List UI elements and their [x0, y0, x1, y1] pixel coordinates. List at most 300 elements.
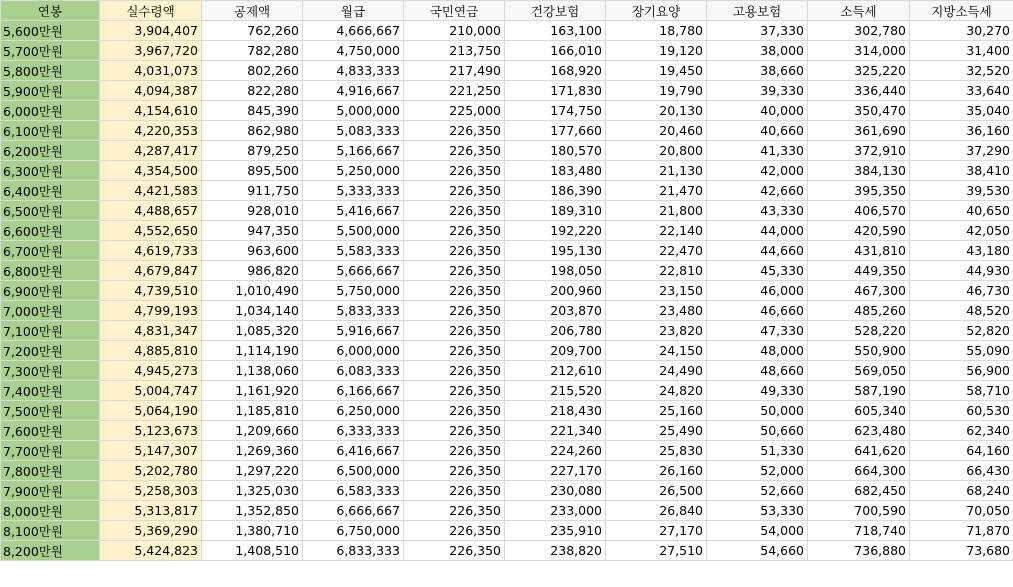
- table-row: [1, 421, 1013, 441]
- cell-employment-insurance[interactable]: 47,330: [707, 321, 808, 341]
- cell-local-income-tax[interactable]: 62,340: [910, 421, 1013, 441]
- header-net-pay[interactable]: 실수령액: [100, 1, 202, 21]
- cell-employment-insurance[interactable]: 49,330: [707, 381, 808, 401]
- cell-national-pension[interactable]: 226,350: [404, 421, 505, 441]
- cell-monthly-salary[interactable]: 6,000,000: [303, 341, 404, 361]
- cell-health-insurance[interactable]: 174,750: [505, 101, 606, 121]
- cell-employment-insurance[interactable]: 43,330: [707, 201, 808, 221]
- cell-national-pension[interactable]: 226,350: [404, 441, 505, 461]
- cell-employment-insurance[interactable]: 44,000: [707, 221, 808, 241]
- header-deductions[interactable]: 공제액: [202, 1, 303, 21]
- cell-income-tax[interactable]: 467,300: [808, 281, 910, 301]
- cell-net-pay[interactable]: 5,369,290: [100, 521, 202, 541]
- cell-annual-salary[interactable]: 7,900만원: [1, 481, 100, 501]
- cell-long-term-care[interactable]: 20,800: [606, 141, 707, 161]
- cell-net-pay[interactable]: 3,967,720: [100, 41, 202, 61]
- cell-national-pension[interactable]: 226,350: [404, 181, 505, 201]
- cell-long-term-care[interactable]: 22,470: [606, 241, 707, 261]
- cell-annual-salary[interactable]: 8,100만원: [1, 521, 100, 541]
- table-row: [1, 481, 1013, 501]
- cell-net-pay[interactable]: 3,904,407: [100, 21, 202, 41]
- table-row: [1, 501, 1013, 521]
- cell-net-pay[interactable]: 4,154,610: [100, 101, 202, 121]
- cell-employment-insurance[interactable]: 48,000: [707, 341, 808, 361]
- cell-monthly-salary[interactable]: 6,416,667: [303, 441, 404, 461]
- cell-health-insurance[interactable]: 206,780: [505, 321, 606, 341]
- cell-national-pension[interactable]: 226,350: [404, 301, 505, 321]
- cell-health-insurance[interactable]: 218,430: [505, 401, 606, 421]
- cell-monthly-salary[interactable]: 4,750,000: [303, 41, 404, 61]
- cell-income-tax[interactable]: 361,690: [808, 121, 910, 141]
- cell-employment-insurance[interactable]: 54,660: [707, 541, 808, 561]
- cell-income-tax[interactable]: 325,220: [808, 61, 910, 81]
- cell-health-insurance[interactable]: 209,700: [505, 341, 606, 361]
- cell-income-tax[interactable]: 449,350: [808, 261, 910, 281]
- cell-monthly-salary[interactable]: 6,833,333: [303, 541, 404, 561]
- cell-net-pay[interactable]: 5,424,823: [100, 541, 202, 561]
- cell-employment-insurance[interactable]: 37,330: [707, 21, 808, 41]
- cell-national-pension[interactable]: 226,350: [404, 461, 505, 481]
- cell-health-insurance[interactable]: 177,660: [505, 121, 606, 141]
- cell-national-pension[interactable]: 213,750: [404, 41, 505, 61]
- cell-income-tax[interactable]: 372,910: [808, 141, 910, 161]
- cell-net-pay[interactable]: 4,945,273: [100, 361, 202, 381]
- table-row: [1, 321, 1013, 341]
- cell-local-income-tax[interactable]: 40,650: [910, 201, 1013, 221]
- cell-monthly-salary[interactable]: 6,666,667: [303, 501, 404, 521]
- cell-national-pension[interactable]: 210,000: [404, 21, 505, 41]
- cell-deductions[interactable]: 1,380,710: [202, 521, 303, 541]
- cell-health-insurance[interactable]: 212,610: [505, 361, 606, 381]
- cell-health-insurance[interactable]: 198,050: [505, 261, 606, 281]
- cell-deductions[interactable]: 1,034,140: [202, 301, 303, 321]
- cell-local-income-tax[interactable]: 42,050: [910, 221, 1013, 241]
- cell-deductions[interactable]: 947,350: [202, 221, 303, 241]
- cell-annual-salary[interactable]: 7,700만원: [1, 441, 100, 461]
- cell-employment-insurance[interactable]: 44,660: [707, 241, 808, 261]
- cell-income-tax[interactable]: 718,740: [808, 521, 910, 541]
- cell-net-pay[interactable]: 4,421,583: [100, 181, 202, 201]
- cell-long-term-care[interactable]: 20,460: [606, 121, 707, 141]
- table-body: [1, 21, 1013, 561]
- cell-health-insurance[interactable]: 233,000: [505, 501, 606, 521]
- cell-income-tax[interactable]: 302,780: [808, 21, 910, 41]
- cell-national-pension[interactable]: 226,350: [404, 361, 505, 381]
- cell-local-income-tax[interactable]: 71,870: [910, 521, 1013, 541]
- cell-national-pension[interactable]: 226,350: [404, 241, 505, 261]
- cell-local-income-tax[interactable]: 60,530: [910, 401, 1013, 421]
- cell-net-pay[interactable]: 4,031,073: [100, 61, 202, 81]
- table-row: [1, 81, 1013, 101]
- cell-monthly-salary[interactable]: 5,416,667: [303, 201, 404, 221]
- cell-local-income-tax[interactable]: 58,710: [910, 381, 1013, 401]
- cell-national-pension[interactable]: 226,350: [404, 541, 505, 561]
- cell-monthly-salary[interactable]: 5,750,000: [303, 281, 404, 301]
- cell-long-term-care[interactable]: 23,480: [606, 301, 707, 321]
- cell-long-term-care[interactable]: 26,500: [606, 481, 707, 501]
- cell-national-pension[interactable]: 221,250: [404, 81, 505, 101]
- cell-net-pay[interactable]: 4,094,387: [100, 81, 202, 101]
- cell-net-pay[interactable]: 5,313,817: [100, 501, 202, 521]
- cell-local-income-tax[interactable]: 55,090: [910, 341, 1013, 361]
- cell-health-insurance[interactable]: 168,920: [505, 61, 606, 81]
- cell-national-pension[interactable]: 226,350: [404, 121, 505, 141]
- cell-deductions[interactable]: 1,325,030: [202, 481, 303, 501]
- cell-employment-insurance[interactable]: 54,000: [707, 521, 808, 541]
- cell-monthly-salary[interactable]: 6,166,667: [303, 381, 404, 401]
- cell-income-tax[interactable]: 350,470: [808, 101, 910, 121]
- cell-net-pay[interactable]: 5,064,190: [100, 401, 202, 421]
- cell-income-tax[interactable]: 700,590: [808, 501, 910, 521]
- cell-deductions[interactable]: 1,408,510: [202, 541, 303, 561]
- cell-local-income-tax[interactable]: 30,270: [910, 21, 1013, 41]
- table-row: [1, 281, 1013, 301]
- cell-local-income-tax[interactable]: 64,160: [910, 441, 1013, 461]
- cell-employment-insurance[interactable]: 40,000: [707, 101, 808, 121]
- cell-local-income-tax[interactable]: 66,430: [910, 461, 1013, 481]
- cell-deductions[interactable]: 1,185,810: [202, 401, 303, 421]
- cell-employment-insurance[interactable]: 46,000: [707, 281, 808, 301]
- cell-long-term-care[interactable]: 25,830: [606, 441, 707, 461]
- cell-health-insurance[interactable]: 215,520: [505, 381, 606, 401]
- header-local-income-tax[interactable]: 지방소득세: [910, 1, 1013, 21]
- cell-long-term-care[interactable]: 26,840: [606, 501, 707, 521]
- cell-net-pay[interactable]: 4,885,810: [100, 341, 202, 361]
- header-income-tax[interactable]: 소득세: [808, 1, 910, 21]
- cell-national-pension[interactable]: 226,350: [404, 521, 505, 541]
- cell-monthly-salary[interactable]: 4,833,333: [303, 61, 404, 81]
- cell-income-tax[interactable]: 336,440: [808, 81, 910, 101]
- table-row: [1, 41, 1013, 61]
- cell-monthly-salary[interactable]: 6,333,333: [303, 421, 404, 441]
- cell-deductions[interactable]: 1,161,920: [202, 381, 303, 401]
- header-national-pension[interactable]: 국민연금: [404, 1, 505, 21]
- cell-monthly-salary[interactable]: 5,666,667: [303, 261, 404, 281]
- cell-long-term-care[interactable]: 27,170: [606, 521, 707, 541]
- cell-income-tax[interactable]: 431,810: [808, 241, 910, 261]
- cell-health-insurance[interactable]: 171,830: [505, 81, 606, 101]
- table-row: [1, 121, 1013, 141]
- cell-net-pay[interactable]: 5,147,307: [100, 441, 202, 461]
- cell-monthly-salary[interactable]: 5,166,667: [303, 141, 404, 161]
- cell-deductions[interactable]: 911,750: [202, 181, 303, 201]
- cell-income-tax[interactable]: 384,130: [808, 161, 910, 181]
- cell-employment-insurance[interactable]: 48,660: [707, 361, 808, 381]
- cell-national-pension[interactable]: 226,350: [404, 401, 505, 421]
- cell-annual-salary[interactable]: 7,400만원: [1, 381, 100, 401]
- cell-annual-salary[interactable]: 7,300만원: [1, 361, 100, 381]
- cell-annual-salary[interactable]: 6,800만원: [1, 261, 100, 281]
- cell-national-pension[interactable]: 226,350: [404, 141, 505, 161]
- cell-deductions[interactable]: 1,352,850: [202, 501, 303, 521]
- cell-local-income-tax[interactable]: 31,400: [910, 41, 1013, 61]
- cell-income-tax[interactable]: 605,340: [808, 401, 910, 421]
- cell-monthly-salary[interactable]: 5,500,000: [303, 221, 404, 241]
- cell-monthly-salary[interactable]: 5,583,333: [303, 241, 404, 261]
- cell-local-income-tax[interactable]: 32,520: [910, 61, 1013, 81]
- table-row: [1, 141, 1013, 161]
- cell-deductions[interactable]: 782,280: [202, 41, 303, 61]
- cell-annual-salary[interactable]: 7,600만원: [1, 421, 100, 441]
- cell-deductions[interactable]: 1,114,190: [202, 341, 303, 361]
- header-monthly-salary[interactable]: 월급: [303, 1, 404, 21]
- cell-income-tax[interactable]: 682,450: [808, 481, 910, 501]
- cell-income-tax[interactable]: 314,000: [808, 41, 910, 61]
- table-row: [1, 61, 1013, 81]
- cell-employment-insurance[interactable]: 42,000: [707, 161, 808, 181]
- cell-employment-insurance[interactable]: 46,660: [707, 301, 808, 321]
- cell-annual-salary[interactable]: 7,800만원: [1, 461, 100, 481]
- cell-deductions[interactable]: 879,250: [202, 141, 303, 161]
- cell-deductions[interactable]: 1,085,320: [202, 321, 303, 341]
- cell-employment-insurance[interactable]: 52,660: [707, 481, 808, 501]
- cell-income-tax[interactable]: 550,900: [808, 341, 910, 361]
- cell-health-insurance[interactable]: 235,910: [505, 521, 606, 541]
- cell-employment-insurance[interactable]: 39,330: [707, 81, 808, 101]
- cell-local-income-tax[interactable]: 56,900: [910, 361, 1013, 381]
- cell-monthly-salary[interactable]: 6,083,333: [303, 361, 404, 381]
- cell-national-pension[interactable]: 226,350: [404, 281, 505, 301]
- cell-annual-salary[interactable]: 6,900만원: [1, 281, 100, 301]
- cell-monthly-salary[interactable]: 5,333,333: [303, 181, 404, 201]
- cell-net-pay[interactable]: 4,354,500: [100, 161, 202, 181]
- cell-national-pension[interactable]: 226,350: [404, 381, 505, 401]
- cell-annual-salary[interactable]: 6,100만원: [1, 121, 100, 141]
- cell-annual-salary[interactable]: 7,100만원: [1, 321, 100, 341]
- cell-local-income-tax[interactable]: 52,820: [910, 321, 1013, 341]
- cell-employment-insurance[interactable]: 52,000: [707, 461, 808, 481]
- cell-monthly-salary[interactable]: 6,750,000: [303, 521, 404, 541]
- cell-deductions[interactable]: 1,138,060: [202, 361, 303, 381]
- cell-employment-insurance[interactable]: 51,330: [707, 441, 808, 461]
- cell-health-insurance[interactable]: 221,340: [505, 421, 606, 441]
- cell-long-term-care[interactable]: 19,450: [606, 61, 707, 81]
- cell-health-insurance[interactable]: 230,080: [505, 481, 606, 501]
- cell-net-pay[interactable]: 4,799,193: [100, 301, 202, 321]
- cell-employment-insurance[interactable]: 45,330: [707, 261, 808, 281]
- cell-monthly-salary[interactable]: 5,833,333: [303, 301, 404, 321]
- cell-long-term-care[interactable]: 19,790: [606, 81, 707, 101]
- cell-long-term-care[interactable]: 21,130: [606, 161, 707, 181]
- cell-national-pension[interactable]: 226,350: [404, 201, 505, 221]
- cell-annual-salary[interactable]: 8,000만원: [1, 501, 100, 521]
- cell-health-insurance[interactable]: 203,870: [505, 301, 606, 321]
- cell-health-insurance[interactable]: 227,170: [505, 461, 606, 481]
- cell-long-term-care[interactable]: 27,510: [606, 541, 707, 561]
- cell-deductions[interactable]: 802,260: [202, 61, 303, 81]
- cell-employment-insurance[interactable]: 50,000: [707, 401, 808, 421]
- table-row: [1, 161, 1013, 181]
- cell-employment-insurance[interactable]: 53,330: [707, 501, 808, 521]
- cell-health-insurance[interactable]: 183,480: [505, 161, 606, 181]
- cell-national-pension[interactable]: 226,350: [404, 261, 505, 281]
- cell-local-income-tax[interactable]: 35,040: [910, 101, 1013, 121]
- cell-health-insurance[interactable]: 238,820: [505, 541, 606, 561]
- cell-long-term-care[interactable]: 21,470: [606, 181, 707, 201]
- cell-health-insurance[interactable]: 163,100: [505, 21, 606, 41]
- cell-net-pay[interactable]: 5,202,780: [100, 461, 202, 481]
- cell-local-income-tax[interactable]: 48,520: [910, 301, 1013, 321]
- cell-health-insurance[interactable]: 180,570: [505, 141, 606, 161]
- cell-health-insurance[interactable]: 189,310: [505, 201, 606, 221]
- cell-monthly-salary[interactable]: 5,250,000: [303, 161, 404, 181]
- cell-deductions[interactable]: 822,280: [202, 81, 303, 101]
- cell-income-tax[interactable]: 736,880: [808, 541, 910, 561]
- cell-local-income-tax[interactable]: 36,160: [910, 121, 1013, 141]
- cell-income-tax[interactable]: 623,480: [808, 421, 910, 441]
- header-employment-insurance[interactable]: 고용보험: [707, 1, 808, 21]
- cell-monthly-salary[interactable]: 4,916,667: [303, 81, 404, 101]
- table-row: [1, 241, 1013, 261]
- table-row: [1, 441, 1013, 461]
- cell-net-pay[interactable]: 4,552,650: [100, 221, 202, 241]
- header-row: [1, 1, 1013, 21]
- cell-health-insurance[interactable]: 186,390: [505, 181, 606, 201]
- cell-long-term-care[interactable]: 18,780: [606, 21, 707, 41]
- cell-local-income-tax[interactable]: 46,730: [910, 281, 1013, 301]
- cell-annual-salary[interactable]: 6,700만원: [1, 241, 100, 261]
- cell-long-term-care[interactable]: 22,810: [606, 261, 707, 281]
- cell-deductions[interactable]: 1,297,220: [202, 461, 303, 481]
- cell-national-pension[interactable]: 226,350: [404, 501, 505, 521]
- cell-national-pension[interactable]: 226,350: [404, 341, 505, 361]
- cell-national-pension[interactable]: 217,490: [404, 61, 505, 81]
- cell-deductions[interactable]: 963,600: [202, 241, 303, 261]
- cell-deductions[interactable]: 762,260: [202, 21, 303, 41]
- header-annual-salary[interactable]: 연봉: [1, 1, 100, 21]
- cell-local-income-tax[interactable]: 39,530: [910, 181, 1013, 201]
- table-row: [1, 461, 1013, 481]
- cell-long-term-care[interactable]: 20,130: [606, 101, 707, 121]
- cell-national-pension[interactable]: 226,350: [404, 221, 505, 241]
- cell-deductions[interactable]: 1,269,360: [202, 441, 303, 461]
- cell-long-term-care[interactable]: 22,140: [606, 221, 707, 241]
- cell-local-income-tax[interactable]: 70,050: [910, 501, 1013, 521]
- cell-income-tax[interactable]: 420,590: [808, 221, 910, 241]
- cell-health-insurance[interactable]: 200,960: [505, 281, 606, 301]
- cell-income-tax[interactable]: 485,260: [808, 301, 910, 321]
- cell-health-insurance[interactable]: 166,010: [505, 41, 606, 61]
- cell-annual-salary[interactable]: 6,400만원: [1, 181, 100, 201]
- cell-net-pay[interactable]: 5,258,303: [100, 481, 202, 501]
- cell-local-income-tax[interactable]: 33,640: [910, 81, 1013, 101]
- table-row: [1, 541, 1013, 561]
- cell-annual-salary[interactable]: 7,500만원: [1, 401, 100, 421]
- cell-health-insurance[interactable]: 192,220: [505, 221, 606, 241]
- cell-national-pension[interactable]: 226,350: [404, 481, 505, 501]
- cell-annual-salary[interactable]: 7,200만원: [1, 341, 100, 361]
- cell-deductions[interactable]: 986,820: [202, 261, 303, 281]
- cell-income-tax[interactable]: 641,620: [808, 441, 910, 461]
- cell-monthly-salary[interactable]: 4,666,667: [303, 21, 404, 41]
- cell-local-income-tax[interactable]: 43,180: [910, 241, 1013, 261]
- cell-deductions[interactable]: 928,010: [202, 201, 303, 221]
- cell-deductions[interactable]: 845,390: [202, 101, 303, 121]
- cell-annual-salary[interactable]: 6,000만원: [1, 101, 100, 121]
- cell-employment-insurance[interactable]: 40,660: [707, 121, 808, 141]
- cell-net-pay[interactable]: 4,739,510: [100, 281, 202, 301]
- cell-monthly-salary[interactable]: 6,583,333: [303, 481, 404, 501]
- cell-local-income-tax[interactable]: 68,240: [910, 481, 1013, 501]
- cell-employment-insurance[interactable]: 38,000: [707, 41, 808, 61]
- header-long-term-care[interactable]: 장기요양: [606, 1, 707, 21]
- cell-net-pay[interactable]: 4,287,417: [100, 141, 202, 161]
- table-row: [1, 201, 1013, 221]
- cell-net-pay[interactable]: 5,004,747: [100, 381, 202, 401]
- cell-long-term-care[interactable]: 21,800: [606, 201, 707, 221]
- cell-employment-insurance[interactable]: 50,660: [707, 421, 808, 441]
- cell-net-pay[interactable]: 4,220,353: [100, 121, 202, 141]
- cell-net-pay[interactable]: 4,488,657: [100, 201, 202, 221]
- cell-long-term-care[interactable]: 24,490: [606, 361, 707, 381]
- cell-national-pension[interactable]: 225,000: [404, 101, 505, 121]
- cell-income-tax[interactable]: 528,220: [808, 321, 910, 341]
- cell-employment-insurance[interactable]: 42,660: [707, 181, 808, 201]
- cell-annual-salary[interactable]: 7,000만원: [1, 301, 100, 321]
- cell-long-term-care[interactable]: 23,150: [606, 281, 707, 301]
- cell-deductions[interactable]: 862,980: [202, 121, 303, 141]
- cell-income-tax[interactable]: 664,300: [808, 461, 910, 481]
- cell-national-pension[interactable]: 226,350: [404, 161, 505, 181]
- cell-net-pay[interactable]: 4,679,847: [100, 261, 202, 281]
- cell-annual-salary[interactable]: 6,600만원: [1, 221, 100, 241]
- table-row: [1, 101, 1013, 121]
- cell-income-tax[interactable]: 395,350: [808, 181, 910, 201]
- cell-deductions[interactable]: 895,500: [202, 161, 303, 181]
- cell-deductions[interactable]: 1,209,660: [202, 421, 303, 441]
- cell-monthly-salary[interactable]: 6,250,000: [303, 401, 404, 421]
- cell-national-pension[interactable]: 226,350: [404, 321, 505, 341]
- cell-net-pay[interactable]: 4,619,733: [100, 241, 202, 261]
- cell-annual-salary[interactable]: 5,800만원: [1, 61, 100, 81]
- cell-annual-salary[interactable]: 8,200만원: [1, 541, 100, 561]
- cell-annual-salary[interactable]: 6,300만원: [1, 161, 100, 181]
- cell-long-term-care[interactable]: 25,490: [606, 421, 707, 441]
- cell-monthly-salary[interactable]: 5,000,000: [303, 101, 404, 121]
- cell-long-term-care[interactable]: 19,120: [606, 41, 707, 61]
- cell-net-pay[interactable]: 5,123,673: [100, 421, 202, 441]
- cell-income-tax[interactable]: 406,570: [808, 201, 910, 221]
- cell-local-income-tax[interactable]: 38,410: [910, 161, 1013, 181]
- cell-long-term-care[interactable]: 23,820: [606, 321, 707, 341]
- cell-deductions[interactable]: 1,010,490: [202, 281, 303, 301]
- cell-health-insurance[interactable]: 224,260: [505, 441, 606, 461]
- cell-local-income-tax[interactable]: 37,290: [910, 141, 1013, 161]
- cell-annual-salary[interactable]: 6,500만원: [1, 201, 100, 221]
- cell-annual-salary[interactable]: 5,600만원: [1, 21, 100, 41]
- cell-net-pay[interactable]: 4,831,347: [100, 321, 202, 341]
- cell-income-tax[interactable]: 587,190: [808, 381, 910, 401]
- header-health-insurance[interactable]: 건강보험: [505, 1, 606, 21]
- table-row: [1, 361, 1013, 381]
- cell-annual-salary[interactable]: 5,700만원: [1, 41, 100, 61]
- cell-monthly-salary[interactable]: 6,500,000: [303, 461, 404, 481]
- cell-long-term-care[interactable]: 24,820: [606, 381, 707, 401]
- cell-long-term-care[interactable]: 25,160: [606, 401, 707, 421]
- cell-employment-insurance[interactable]: 38,660: [707, 61, 808, 81]
- cell-monthly-salary[interactable]: 5,083,333: [303, 121, 404, 141]
- cell-long-term-care[interactable]: 24,150: [606, 341, 707, 361]
- cell-annual-salary[interactable]: 5,900만원: [1, 81, 100, 101]
- cell-long-term-care[interactable]: 26,160: [606, 461, 707, 481]
- cell-employment-insurance[interactable]: 41,330: [707, 141, 808, 161]
- cell-health-insurance[interactable]: 195,130: [505, 241, 606, 261]
- cell-annual-salary[interactable]: 6,200만원: [1, 141, 100, 161]
- cell-local-income-tax[interactable]: 73,680: [910, 541, 1013, 561]
- cell-local-income-tax[interactable]: 44,930: [910, 261, 1013, 281]
- cell-income-tax[interactable]: 569,050: [808, 361, 910, 381]
- cell-monthly-salary[interactable]: 5,916,667: [303, 321, 404, 341]
